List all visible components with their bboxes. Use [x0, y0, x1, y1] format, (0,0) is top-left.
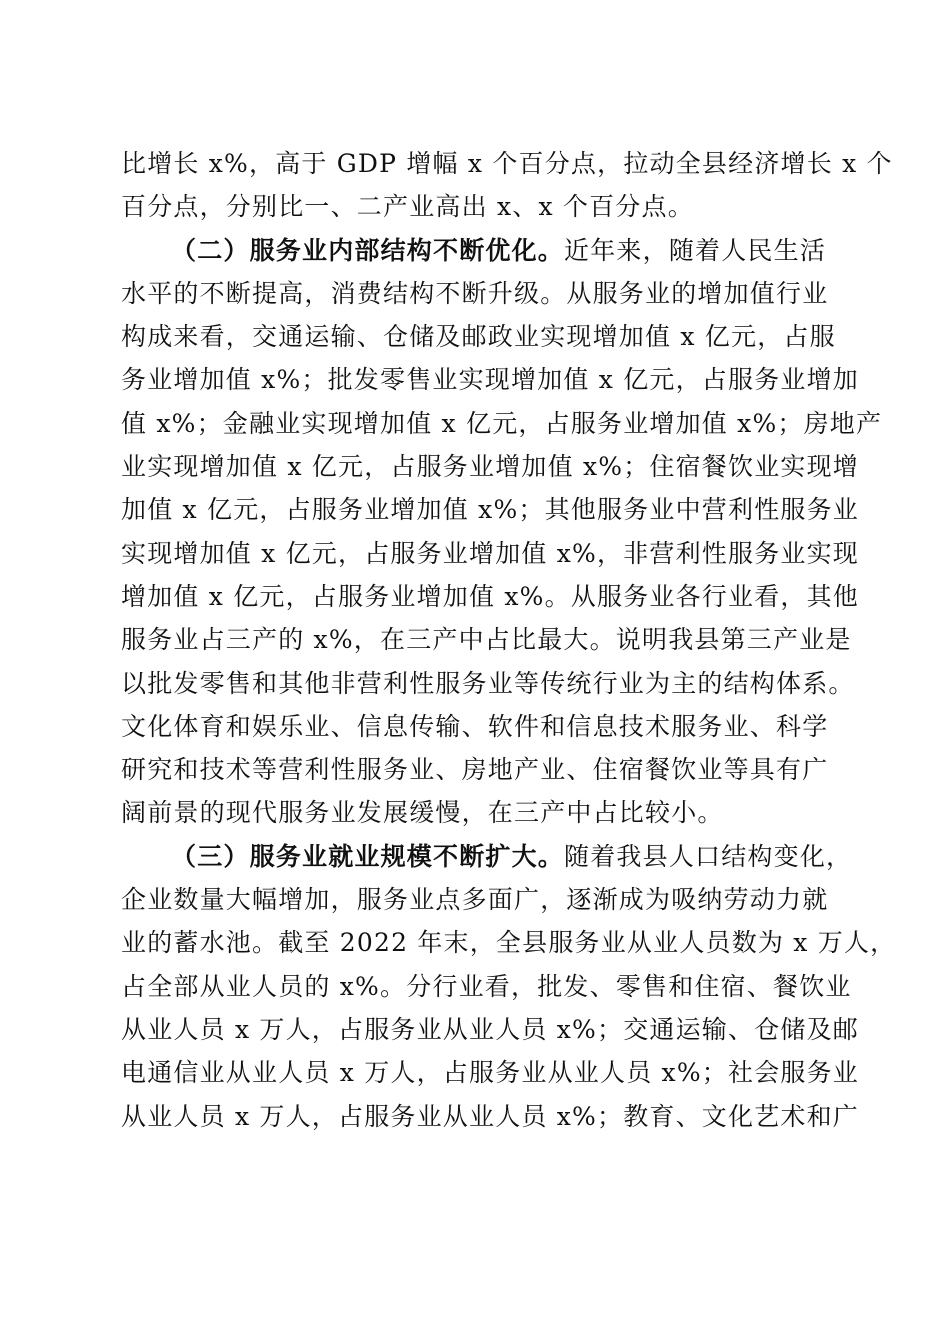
section-2-heading: （二）服务业内部结构不断优化。	[171, 235, 565, 265]
text-line: 从业人员 x 万人，占服务业从业人员 x%；教育、文化艺术和广	[121, 1101, 859, 1131]
document-body	[121, 142, 897, 1138]
text-line: 文化体育和娱乐业、信息传输、软件和信息技术服务业、科学	[121, 711, 829, 741]
text-line: 业实现增加值 x 亿元，占服务业增加值 x%；住宿餐饮业实现增	[121, 452, 859, 482]
text-line: 加值 x 亿元，占服务业增加值 x%；其他服务业中营利性服务业	[121, 495, 859, 525]
section-2-first-line-text: 近年来，随着人民生活	[564, 235, 827, 265]
text-line: 百分点，分别比一、二产业高出 x、x 个百分点。	[121, 192, 694, 222]
text-line: 电通信业从业人员 x 万人，占服务业从业人员 x%；社会服务业	[121, 1058, 859, 1088]
section-3-first-line-text: 随着我县人口结构变化，	[564, 841, 853, 871]
text-line: 构成来看，交通运输、仓储及邮政业实现增加值 x 亿元，占服	[121, 322, 836, 352]
text-line: 阔前景的现代服务业发展缓慢，在三产中占比较小。	[121, 798, 724, 828]
text-line: 业的蓄水池。截至 2022 年末，全县服务业从业人员数为 x 万人，	[121, 928, 897, 958]
text-line: 比增长 x%，高于 GDP 增幅 x 个百分点，拉动全县经济增长 x 个	[121, 149, 893, 178]
text-line: 实现增加值 x 亿元，占服务业增加值 x%，非营利性服务业实现	[121, 538, 859, 568]
section-2-first-line	[121, 229, 833, 272]
text-line: 水平的不断提高，消费结构不断升级。从服务业的增加值行业	[121, 278, 829, 308]
text-line: 值 x%；金融业实现增加值 x 亿元，占服务业增加值 x%；房地产	[121, 408, 883, 438]
section-3-heading: （三）服务业就业规模不断扩大。	[171, 841, 565, 871]
text-line: 企业数量大幅增加，服务业点多面广，逐渐成为吸纳劳动力就	[121, 885, 829, 915]
text-line: 从业人员 x 万人，占服务业从业人员 x%；交通运输、仓储及邮	[121, 1014, 859, 1044]
text-line: 研究和技术等营利性服务业、房地产业、住宿餐饮业等具有广	[121, 755, 829, 785]
text-line: 增加值 x 亿元，占服务业增加值 x%。从服务业各行业看，其他	[121, 581, 859, 611]
text-line: 服务业占三产的 x%，在三产中占比最大。说明我县第三产业是	[121, 625, 852, 655]
text-line: 以批发零售和其他非营利性服务业等传统行业为主的结构体系。	[121, 668, 855, 698]
text-line: 占全部从业人员的 x%。分行业看，批发、零售和住宿、餐饮业	[121, 971, 852, 1001]
text-line: 务业增加值 x%；批发零售业实现增加值 x 亿元，占服务业增加	[121, 365, 859, 395]
section-3-first-line	[121, 835, 853, 878]
